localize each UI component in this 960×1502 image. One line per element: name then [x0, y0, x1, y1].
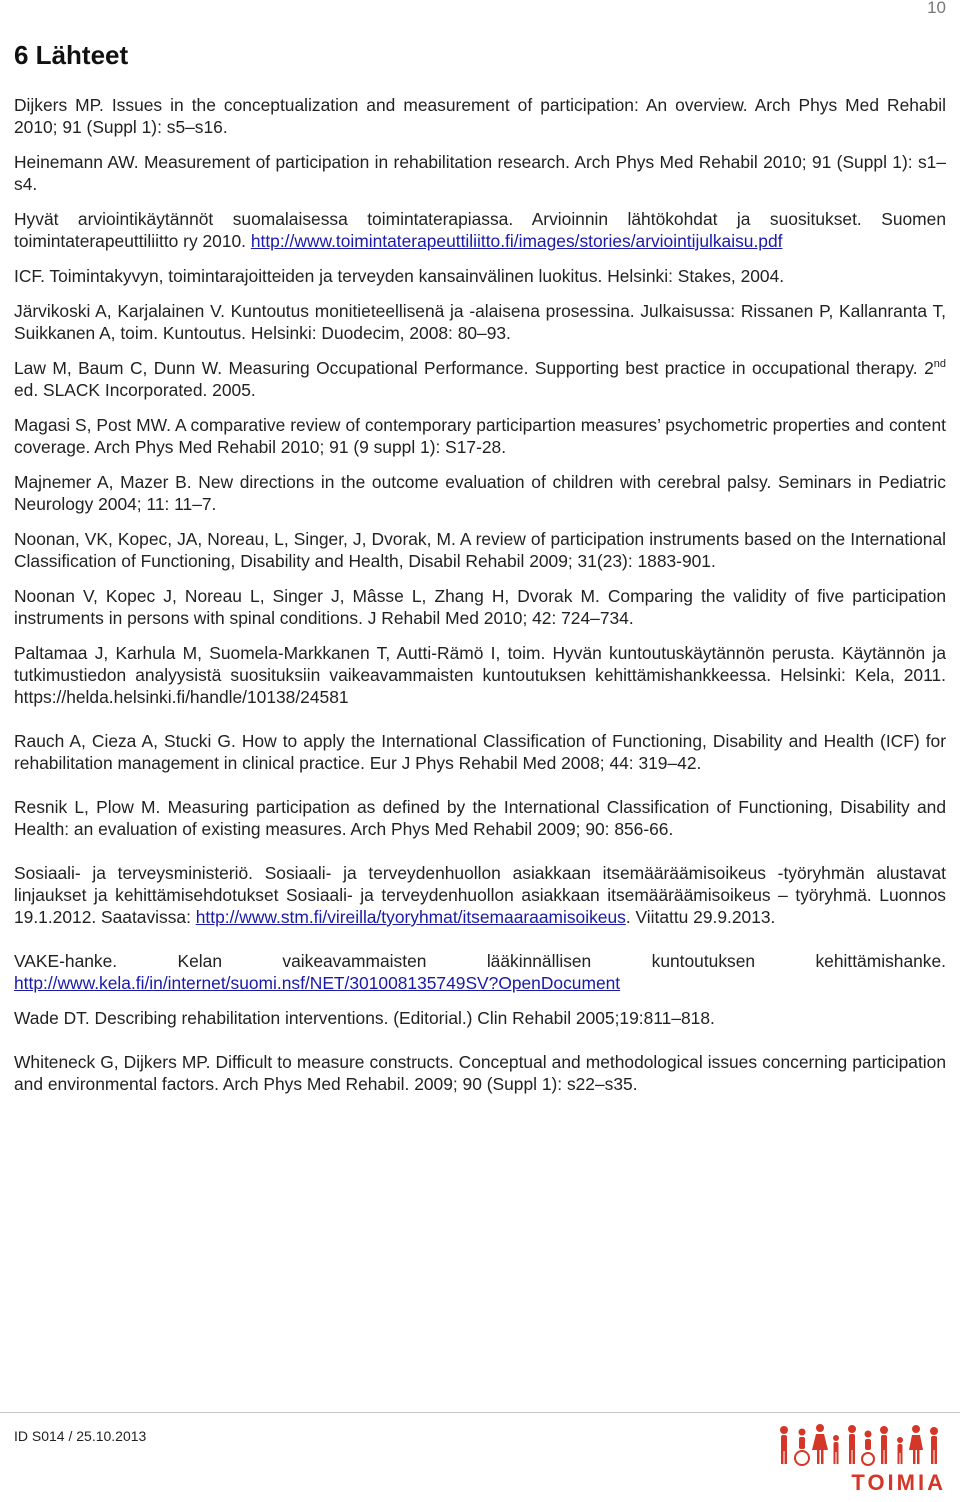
page-number: 10 — [927, 0, 946, 17]
reference-item: Sosiaali- ja terveysministeriö. Sosiaali- ja terveydenhuollon asiakkaan itsemääräämisoikeus -työryhmän alustavat linjaukset ja kehittämisehdotukset Sosiaali- ja terveydenhuollon asiakkaan itsemääräämisoikeus – työryhmä. Luonnos 19.1.2012. Saatavissa: http://www.stm.fi/vireilla/tyoryhmat/itsemaaraamisoikeus. Viitattu 29.9.2013. — [14, 863, 946, 927]
reference-item: Law M, Baum C, Dunn W. Measuring Occupational Performance. Supporting best practice in occupational therapy. 2nd ed. SLACK Incorporated. 2005. — [14, 358, 946, 400]
logo-text: TOIMIA — [851, 1470, 946, 1495]
people-figures-icon — [776, 1420, 946, 1468]
document-id: ID S014 / 25.10.2013 — [14, 1428, 147, 1444]
reference-item: Noonan V, Kopec J, Noreau L, Singer J, Mâsse L, Zhang H, Dvorak M. Comparing the validity of five participation instruments in persons with spinal conditions. J Rehabil Med 2010; 42: 724–734. — [14, 586, 946, 628]
reference-item: VAKE-hanke. Kelan vaikeavammaisten lääkinnällisen kuntoutuksen kehittämishanke. http://www.kela.fi/in/internet/suomi.nsf/NET/301008135749SV?OpenDocument — [14, 951, 946, 993]
reference-item: Noonan, VK, Kopec, JA, Noreau, L, Singer, J, Dvorak, M. A review of participation instruments based on the International Classification of Functioning, Disability and Health, Disabil Rehabil 2009; 31(23): 1883-901. — [14, 529, 946, 571]
reference-item: Dijkers MP. Issues in the conceptualization and measurement of participation: An overview. Arch Phys Med Rehabil 2010; 91 (Suppl 1): s5–s16. — [14, 95, 946, 137]
toimia-logo — [776, 1420, 946, 1496]
section-heading: 6 Lähteet — [14, 40, 129, 70]
footer-divider — [0, 1412, 960, 1413]
edition-superscript: nd — [933, 358, 946, 371]
reference-item: Wade DT. Describing rehabilitation interventions. (Editorial.) Clin Rehabil 2005;19:811–818. — [14, 1008, 715, 1028]
reference-item: ICF. Toimintakyvyn, toimintarajoitteiden ja terveyden kansainvälinen luokitus. Helsinki: Stakes, 2004. — [14, 266, 785, 286]
reference-item: Whiteneck G, Dijkers MP. Difficult to measure constructs. Conceptual and methodological issues concerning participation and environmental factors. Arch Phys Med Rehabil. 2009; 90 (Suppl 1): s22–s35. — [14, 1052, 946, 1094]
reference-item: Heinemann AW. Measurement of participation in rehabilitation research. Arch Phys Med Rehabil 2010; 91 (Suppl 1): s1–s4. — [14, 152, 946, 194]
reference-item: Hyvät arviointikäytännöt suomalaisessa toimintaterapiassa. Arvioinnin lähtökohdat ja suositukset. Suomen toimintaterapeuttiliitto ry 2010. http://www.toimintaterapeuttiliitto.fi/images/stories/arviointijulkaisu.pdf — [14, 209, 946, 251]
reference-item: Resnik L, Plow M. Measuring participation as defined by the International Classification of Functioning, Disability and Health: an evaluation of existing measures. Arch Phys Med Rehabil 2009; 90: 856-66. — [14, 797, 946, 839]
reference-item: Magasi S, Post MW. A comparative review of contemporary participartion measures’ psychometric properties and content coverage. Arch Phys Med Rehabil 2010; 91 (9 suppl 1): S17-28. — [14, 415, 946, 457]
reference-link[interactable]: http://www.kela.fi/in/internet/suomi.nsf/NET/301008135749SV?OpenDocument — [14, 973, 621, 993]
reference-item: Järvikoski A, Karjalainen V. Kuntoutus monitieteellisenä ja -alaisena prosessina. Julkaisussa: Rissanen P, Kallanranta T, Suikkanen A, toim. Kuntoutus. Helsinki: Duodecim, 2008: 80–93. — [14, 301, 946, 343]
reference-item: Majnemer A, Mazer B. New directions in the outcome evaluation of children with cerebral palsy. Seminars in Pediatric Neurology 2004; 11: 11–7. — [14, 472, 946, 514]
reference-link[interactable]: http://www.stm.fi/vireilla/tyoryhmat/itsemaaraamisoikeus — [195, 907, 626, 927]
reference-item: Paltamaa J, Karhula M, Suomela-Markkanen T, Autti-Rämö I, toim. Hyvän kuntoutuskäytännön perusta. Käytännön ja tutkimustiedon analyysistä suosituksiin vaikeavammaisten kuntoutuksen kehittämishankkeessa. Helsinki: Kela, 2011. https://helda.helsinki.fi/handle/10138/24581 — [14, 643, 946, 707]
reference-link[interactable]: http://www.toimintaterapeuttiliitto.fi/images/stories/arviointijulkaisu.pdf — [250, 231, 783, 251]
reference-list — [14, 94, 946, 1108]
reference-item: Rauch A, Cieza A, Stucki G. How to apply the International Classification of Functioning, Disability and Health (ICF) for rehabilitation management in clinical practice. Eur J Phys Rehabil Med 2008; 44: 319–42. — [14, 731, 946, 773]
